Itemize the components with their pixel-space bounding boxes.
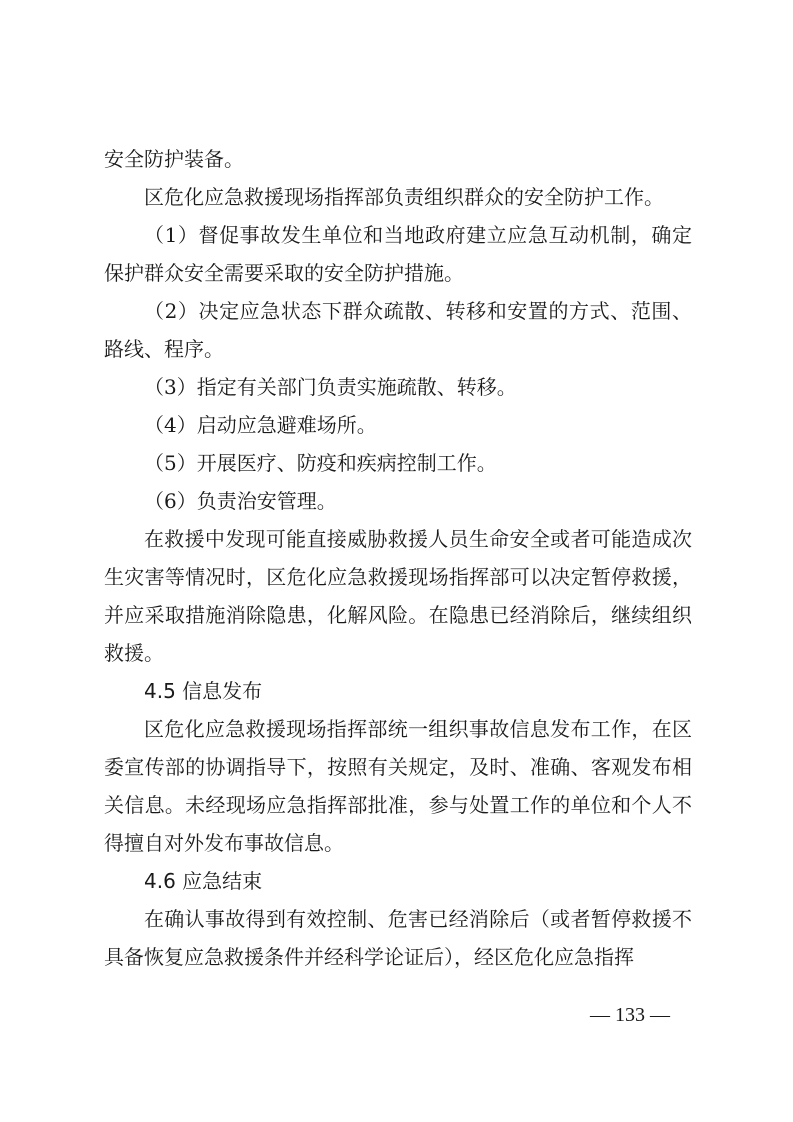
paragraph-10: 区危化应急救援现场指挥部统一组织事故信息发布工作，在区委宣传部的协调指导下，按照有关规定，及时、准确、客观发布相关信息。未经现场应急指挥部批准，参与处置工作的单位和个人不得擅自对外发布事故信息。 [104, 717, 692, 855]
paragraph-2: （1）督促事故发生单位和当地政府建立应急互动机制，确定保护群众安全需要采取的安全防护措施。 [104, 223, 692, 285]
paragraph-12: 在确认事故得到有效控制、危害已经消除后（或者暂停救援不具备恢复应急救援条件并经科学论证后），经区危化应急指挥 [104, 907, 692, 969]
paragraph-3: （2）决定应急状态下群众疏散、转移和安置的方式、范围、路线、程序。 [104, 299, 692, 361]
paragraph-6: （5）开展医疗、防疫和疾病控制工作。 [144, 451, 497, 475]
section-heading-4-6: 4.6 应急结束 [144, 869, 263, 893]
paragraph-1: 区危化应急救援现场指挥部负责组织群众的安全防护工作。 [144, 185, 664, 209]
paragraph-5: （4）启动应急避难场所。 [144, 413, 377, 437]
paragraph-7: （6）负责治安管理。 [144, 489, 337, 513]
paragraph-0: 安全防护装备。 [104, 147, 244, 171]
document-body [104, 140, 692, 976]
paragraph-4: （3）指定有关部门负责实施疏散、转移。 [144, 375, 517, 399]
section-heading-4-5: 4.5 信息发布 [144, 679, 263, 703]
paragraph-8: 在救援中发现可能直接威胁救援人员生命安全或者可能造成次生灾害等情况时，区危化应急救援现场指挥部可以决定暂停救援，并应采取措施消除隐患，化解风险。在隐患已经消除后，继续组织救援。 [104, 527, 692, 665]
page-number: — 133 — [590, 1004, 670, 1026]
